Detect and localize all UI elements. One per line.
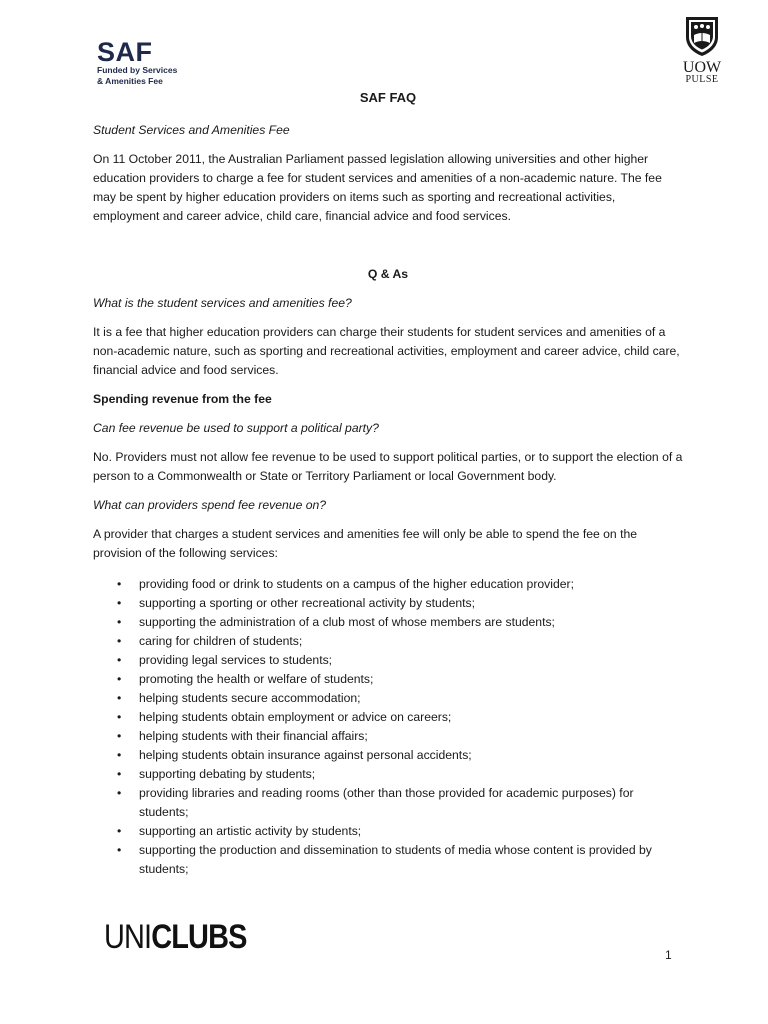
uniclubs-logo-clubs: CLUBS	[151, 918, 247, 956]
uniclubs-logo	[104, 918, 247, 956]
document-body	[93, 88, 683, 879]
list-item	[93, 613, 683, 632]
bullet-icon: •	[117, 767, 122, 781]
bullet-icon: •	[117, 786, 122, 800]
list-item	[93, 765, 683, 784]
list-item-text: helping students secure accommodation;	[139, 691, 361, 705]
list-item-text: providing libraries and reading rooms (other than those provided for academic purposes) for students;	[139, 786, 634, 819]
list-item-text: supporting an artistic activity by students;	[139, 824, 362, 838]
document-subtitle: Student Services and Amenities Fee	[93, 123, 290, 137]
bullet-icon: •	[117, 824, 122, 838]
bullet-icon: •	[117, 748, 122, 762]
list-item	[93, 594, 683, 613]
saf-logo	[97, 37, 178, 86]
list-item-text: supporting the production and dissemination to students of media whose content is provided by students;	[139, 843, 652, 876]
list-item	[93, 784, 683, 822]
list-item	[93, 670, 683, 689]
list-item-text: helping students with their financial affairs;	[139, 729, 368, 743]
list-item-text: helping students obtain insurance against personal accidents;	[139, 748, 472, 762]
qa-heading: Q & As	[367, 267, 409, 281]
uniclubs-logo-uni: UNI	[104, 918, 152, 956]
document-title: SAF FAQ	[359, 90, 417, 105]
list-item	[93, 822, 683, 841]
list-item	[93, 651, 683, 670]
saf-logo-line2: & Amenities Fee	[97, 76, 163, 86]
list-item	[93, 841, 683, 879]
list-item-text: caring for children of students;	[139, 634, 303, 648]
bullet-icon: •	[117, 843, 122, 857]
bullet-icon: •	[117, 615, 122, 629]
saf-logo-main: SAF	[97, 37, 153, 67]
list-item	[93, 632, 683, 651]
uow-pulse-logo	[677, 15, 727, 85]
page-number: 1	[665, 948, 672, 962]
list-item-text: providing legal services to students;	[139, 653, 333, 667]
list-item-text: supporting the administration of a club most of whose members are students;	[139, 615, 555, 629]
list-item-text: supporting debating by students;	[139, 767, 316, 781]
list-item-text: promoting the health or welfare of students;	[139, 672, 374, 686]
bullet-icon: •	[117, 691, 122, 705]
list-item	[93, 746, 683, 765]
question-3: What can providers spend fee revenue on?	[93, 498, 327, 512]
list-item	[93, 708, 683, 727]
question-2: Can fee revenue be used to support a political party?	[93, 421, 379, 435]
bullet-icon: •	[117, 653, 122, 667]
intro-paragraph: On 11 October 2011, the Australian Parliament passed legislation allowing universities and other higher education providers to charge a fee for student services and amenities of a non-academic nature. The fee may be spent by higher education providers on items such as sporting and recreational activities, employment and career advice, child care, financial advice and food services.	[93, 152, 662, 223]
bullet-icon: •	[117, 596, 122, 610]
list-item-text: providing food or drink to students on a campus of the higher education provider;	[139, 577, 574, 591]
list-item-text: supporting a sporting or other recreational activity by students;	[139, 596, 476, 610]
answer-3: A provider that charges a student services and amenities fee will only be able to spend the fee on the provision of the following services:	[93, 527, 638, 560]
section-heading: Spending revenue from the fee	[93, 392, 272, 406]
list-item-text: helping students obtain employment or advice on careers;	[139, 710, 452, 724]
list-item	[93, 727, 683, 746]
bullet-icon: •	[117, 710, 122, 724]
services-list	[93, 575, 683, 879]
shield-icon	[684, 15, 720, 57]
list-item	[93, 689, 683, 708]
list-item	[93, 575, 683, 594]
answer-2: No. Providers must not allow fee revenue to be used to support political parties, or to support the election of a person to a Commonwealth or State or Territory Parliament or local Government body.	[93, 450, 683, 483]
saf-logo-line1: Funded by Services	[97, 65, 178, 75]
answer-1: It is a fee that higher education providers can charge their students for student services and amenities of a non-academic nature, such as sporting and recreational activities, employment and career advice, child care, financial advice and food services.	[93, 325, 680, 377]
pulse-logo-text: PULSE	[685, 74, 719, 85]
bullet-icon: •	[117, 577, 122, 591]
question-1: What is the student services and amenities fee?	[93, 296, 352, 310]
bullet-icon: •	[117, 672, 122, 686]
bullet-icon: •	[117, 634, 122, 648]
bullet-icon: •	[117, 729, 122, 743]
uow-logo-text: UOW	[682, 59, 722, 76]
